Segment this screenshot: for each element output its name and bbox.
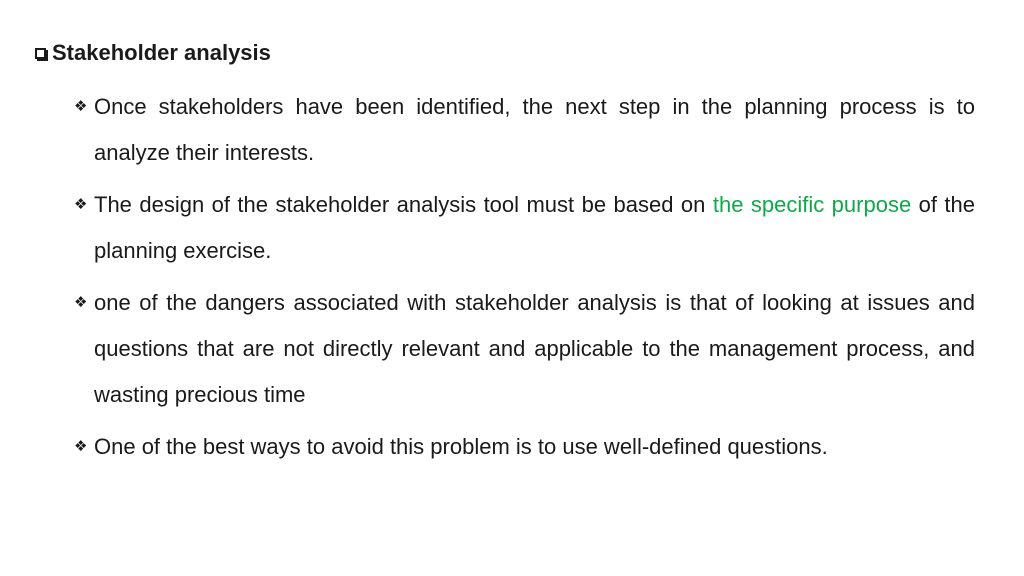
four-diamond-icon: ❖ (74, 438, 88, 455)
slide-heading (35, 38, 271, 68)
bullet-text: of the planning exercise. (94, 192, 976, 263)
four-diamond-icon: ❖ (74, 196, 88, 213)
bullet-item (74, 424, 975, 470)
four-diamond-icon: ❖ (74, 98, 88, 115)
four-diamond-icon: ❖ (74, 294, 88, 311)
checkbox-square-icon (35, 48, 46, 59)
bullet-list (74, 84, 975, 476)
bullet-text: Once stakeholders have been identified, the next step in the planning process is to analyze their interests. (94, 94, 975, 165)
bullet-item (74, 280, 975, 418)
bullet-item (74, 182, 975, 274)
bullet-text: one of the dangers associated with stakeholder analysis is that of looking at issues and questions that are not directly relevant and applicable to the management process, and wasting precious time (94, 290, 975, 407)
bullet-text: The design of the stakeholder analysis tool must be based on (94, 192, 713, 217)
bullet-item (74, 84, 975, 176)
highlighted-phrase: the specific purpose (712, 192, 912, 217)
heading-title: Stakeholder analysis (52, 40, 271, 65)
bullet-text: One of the best ways to avoid this problem is to use well-defined questions. (94, 434, 828, 459)
